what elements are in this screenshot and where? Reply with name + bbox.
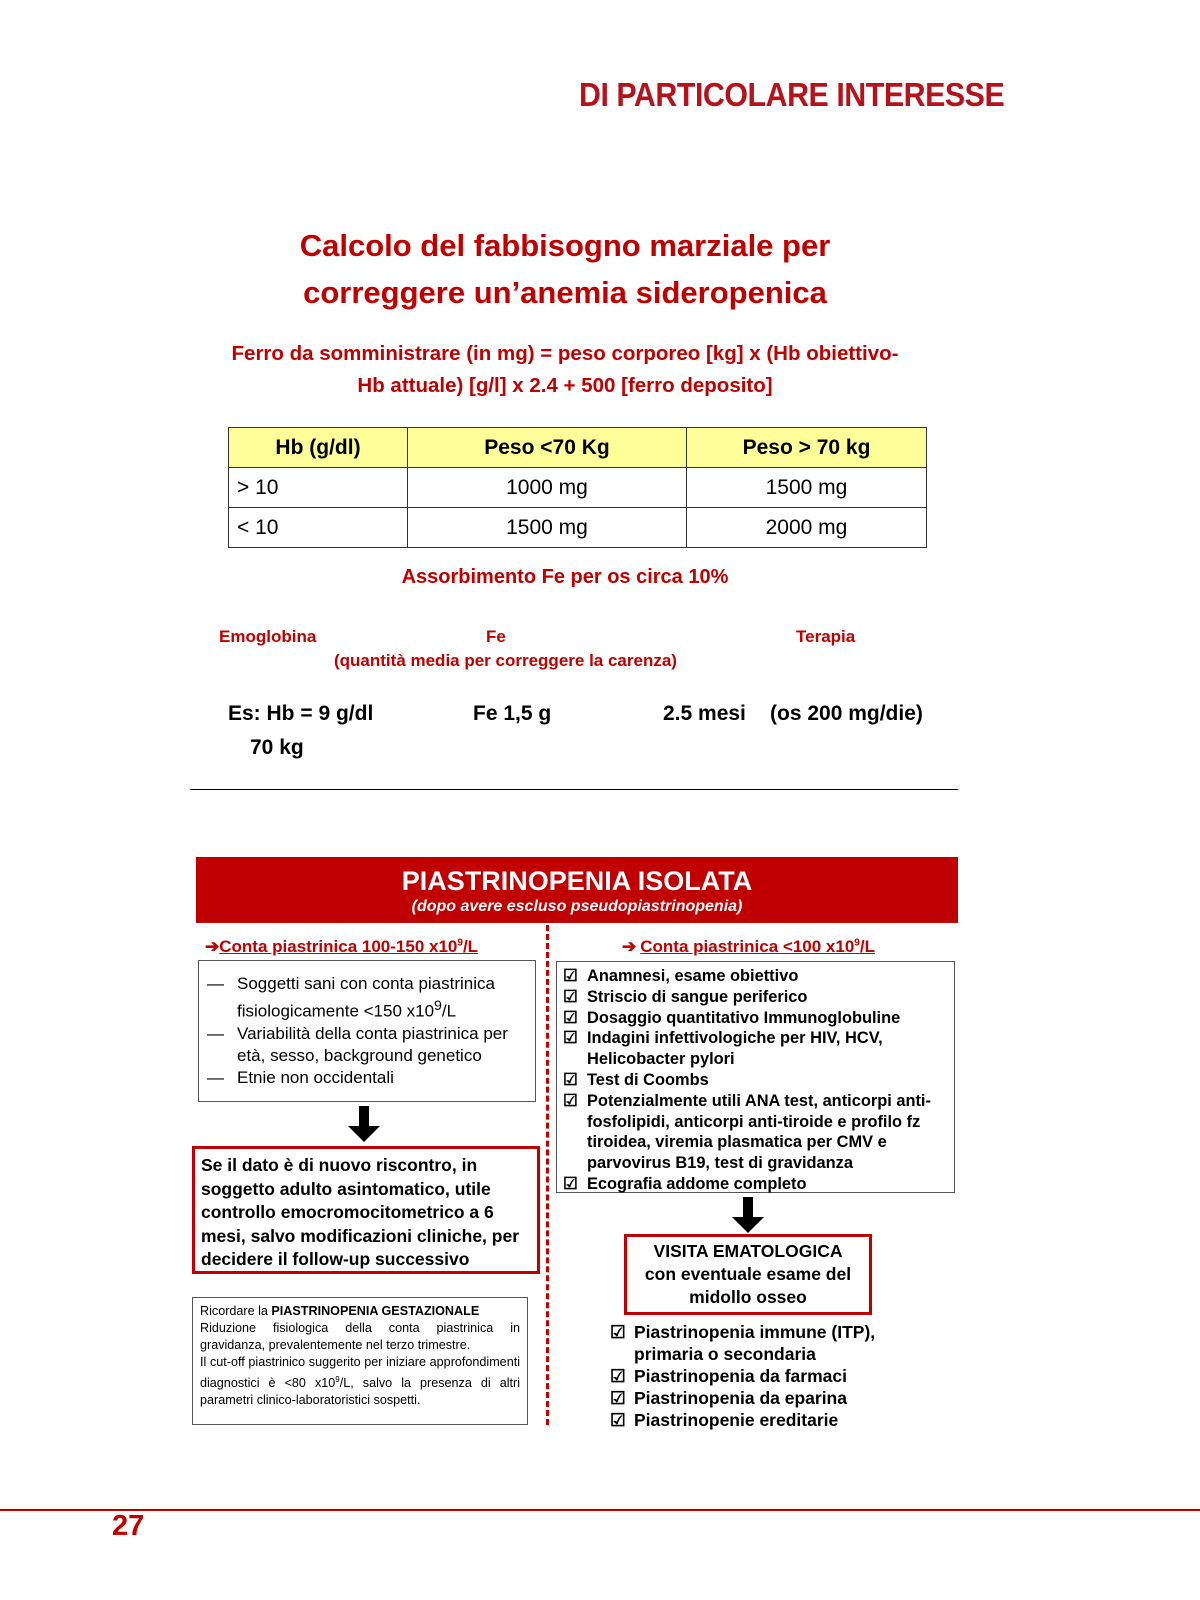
right-branch-exponent: 9 [854, 937, 860, 949]
recommendation-box: Se il dato è di nuovo riscontro, in soggetto adulto asintomatico, utile controllo emocromocitometrico a 6 mesi, salvo modificazioni cliniche, per decidere il follow-up successivo [192, 1146, 540, 1274]
diagnosis-item [610, 1321, 940, 1365]
hematology-visit-box [624, 1234, 872, 1315]
label-iron: Fe [486, 627, 506, 646]
checklist-item [563, 1070, 948, 1091]
diagnosis-text: Piastrinopenia da eparina [634, 1388, 847, 1408]
right-branch-label: Conta piastrinica <100 x10 [640, 937, 855, 956]
checklist-text: Anamnesi, esame obiettivo [587, 967, 799, 985]
checklist-item [563, 987, 948, 1008]
visit-line2: con eventuale esame del [644, 1264, 852, 1284]
table-cell: 1000 mg [408, 468, 687, 508]
table-cell: 1500 mg [408, 508, 687, 548]
workup-checklist-box [556, 961, 955, 1193]
checkbox-icon: ☑ [610, 1388, 626, 1408]
list-item-unit: /L [441, 1001, 457, 1021]
table-cell: 2000 mg [687, 508, 927, 548]
checkbox-icon: ☑ [563, 987, 578, 1006]
example-months: 2.5 mesi [663, 702, 746, 725]
iron-title-line2: correggere un’anemia sideropenica [303, 275, 827, 310]
note-body-1: Riduzione fisiologica della conta piastrinica in gravidanza, prevalentemente nel terzo trimestre. [200, 1321, 520, 1352]
note-intro: Ricordare la [200, 1304, 272, 1318]
table-cell: 1500 mg [687, 468, 927, 508]
iron-title-line1: Calcolo del fabbisogno marziale per [299, 228, 831, 263]
checklist-item [563, 1008, 948, 1029]
flowchart-subtitle: (dopo avere escluso pseudopiastrinopenia) [411, 898, 743, 915]
list-item [207, 973, 527, 1023]
right-branch-heading [622, 937, 875, 957]
example-weight: 70 kg [250, 736, 304, 759]
diagnosis-text: Piastrinopenia da farmaci [634, 1366, 847, 1386]
checklist-item [563, 966, 948, 987]
checklist-text: Striscio di sangue periferico [587, 987, 808, 1006]
note-body-3: /L, salvo la presenza di altri parametri clinico-laboratoristici sospetti. [200, 1376, 520, 1408]
diagnosis-list [610, 1321, 940, 1431]
absorption-note: Assorbimento Fe per os circa 10% [401, 566, 729, 588]
label-hemoglobin: Emoglobina [219, 627, 317, 646]
col-header-weight-high: Peso > 70 kg [687, 428, 927, 468]
footer-rule [0, 1509, 1200, 1511]
checklist-text: Dosaggio quantitativo Immunoglobuline [587, 1008, 901, 1027]
table-cell: < 10 [229, 508, 408, 548]
col-header-hb: Hb (g/dl) [229, 428, 408, 468]
flowchart-title: PIASTRINOPENIA ISOLATA [401, 866, 753, 896]
formula-line1: Ferro da somministrare (in mg) = peso corporeo [kg] x (Hb obiettivo- [231, 342, 899, 365]
list-item [207, 1067, 527, 1089]
right-branch-unit: /L [859, 937, 875, 956]
iron-title [200, 222, 930, 316]
section-header: DI PARTICOLARE INTERESSE [578, 76, 1004, 113]
checkbox-icon: ☑ [563, 1008, 578, 1027]
list-item-exponent: 9 [434, 998, 442, 1014]
visit-line3: midollo osseo [689, 1287, 807, 1307]
diagnosis-item [610, 1409, 940, 1431]
checklist-item [563, 1028, 948, 1070]
flowchart-banner [196, 857, 958, 923]
diagnosis-item [610, 1387, 940, 1409]
checkbox-icon: ☑ [563, 1091, 578, 1110]
checklist-text: Potenzialmente utili ANA test, anticorpi anti-fosfolipidi, anticorpi anti-tiroide e profilo fz tiroidea, viremia plasmatica per CMV e parvovirus B19, test di gravidanza [587, 1091, 931, 1173]
iron-formula [200, 338, 930, 402]
arrow-right-icon: ➔ [622, 937, 637, 956]
checkbox-icon: ☑ [610, 1366, 626, 1386]
visit-line1: VISITA EMATOLOGICA [653, 1241, 843, 1261]
left-branch-unit: /L [462, 937, 479, 956]
iron-table [228, 427, 927, 548]
dashed-divider [546, 925, 549, 1425]
diagnosis-item [610, 1365, 940, 1387]
page-number: 27 [112, 1510, 145, 1542]
col-header-weight-low: Peso <70 Kg [408, 428, 687, 468]
checklist-text: Ecografia addome completo [587, 1174, 807, 1193]
list-item-text: Variabilità della conta piastrinica per età, sesso, background genetico [237, 1023, 508, 1065]
checkbox-icon: ☑ [563, 967, 578, 985]
left-branch-heading [205, 937, 478, 957]
checkbox-icon: ☑ [563, 1029, 578, 1048]
checklist-text: Test di Coombs [587, 1070, 709, 1089]
checkbox-icon: ☑ [563, 1070, 578, 1089]
arrow-right-icon: ➔ [205, 937, 220, 956]
checklist-item [563, 1174, 948, 1195]
checkbox-icon: ☑ [610, 1410, 626, 1430]
example-dose: (os 200 mg/die) [770, 702, 923, 725]
left-branch-label: Conta piastrinica 100-150 x10 [219, 937, 458, 956]
checklist-text: Indagini infettivologiche per HIV, HCV, Helicobacter pylori [587, 1029, 883, 1069]
diagnosis-text: Piastrinopenie ereditarie [634, 1410, 839, 1430]
example-iron: Fe 1,5 g [473, 702, 552, 725]
note-heading: PIASTRINOPENIA GESTAZIONALE [271, 1304, 480, 1318]
label-therapy: Terapia [796, 627, 856, 646]
table-cell: > 10 [229, 468, 408, 508]
table-header-row [229, 428, 927, 468]
gestational-note-box [192, 1297, 528, 1425]
list-item-text: Etnie non occidentali [237, 1067, 394, 1087]
label-iron-sub: (quantità media per correggere la carenza) [334, 651, 677, 670]
note-exponent: 9 [335, 1375, 340, 1384]
section-divider [190, 789, 958, 790]
list-item-text: Soggetti sani con conta piastrinica fisiologicamente <150 x10 [237, 974, 495, 1021]
diagnosis-text: Piastrinopenia immune (ITP), primaria o secondaria [634, 1322, 876, 1364]
checkbox-icon: ☑ [610, 1322, 626, 1342]
formula-line2: Hb attuale) [g/l] x 2.4 + 500 [ferro deposito] [357, 374, 773, 397]
note-body-2: Il cut-off piastrinico suggerito per iniziare approfondimenti diagnostici è <80 x10 [200, 1355, 520, 1391]
checkbox-icon: ☑ [563, 1174, 578, 1193]
example-hb: Es: Hb = 9 g/dl [228, 702, 374, 725]
left-info-box [198, 960, 536, 1102]
table-row [229, 508, 927, 548]
table-row [229, 468, 927, 508]
checklist-item [563, 1091, 948, 1174]
list-item [207, 1023, 527, 1067]
left-branch-exponent: 9 [457, 937, 463, 949]
